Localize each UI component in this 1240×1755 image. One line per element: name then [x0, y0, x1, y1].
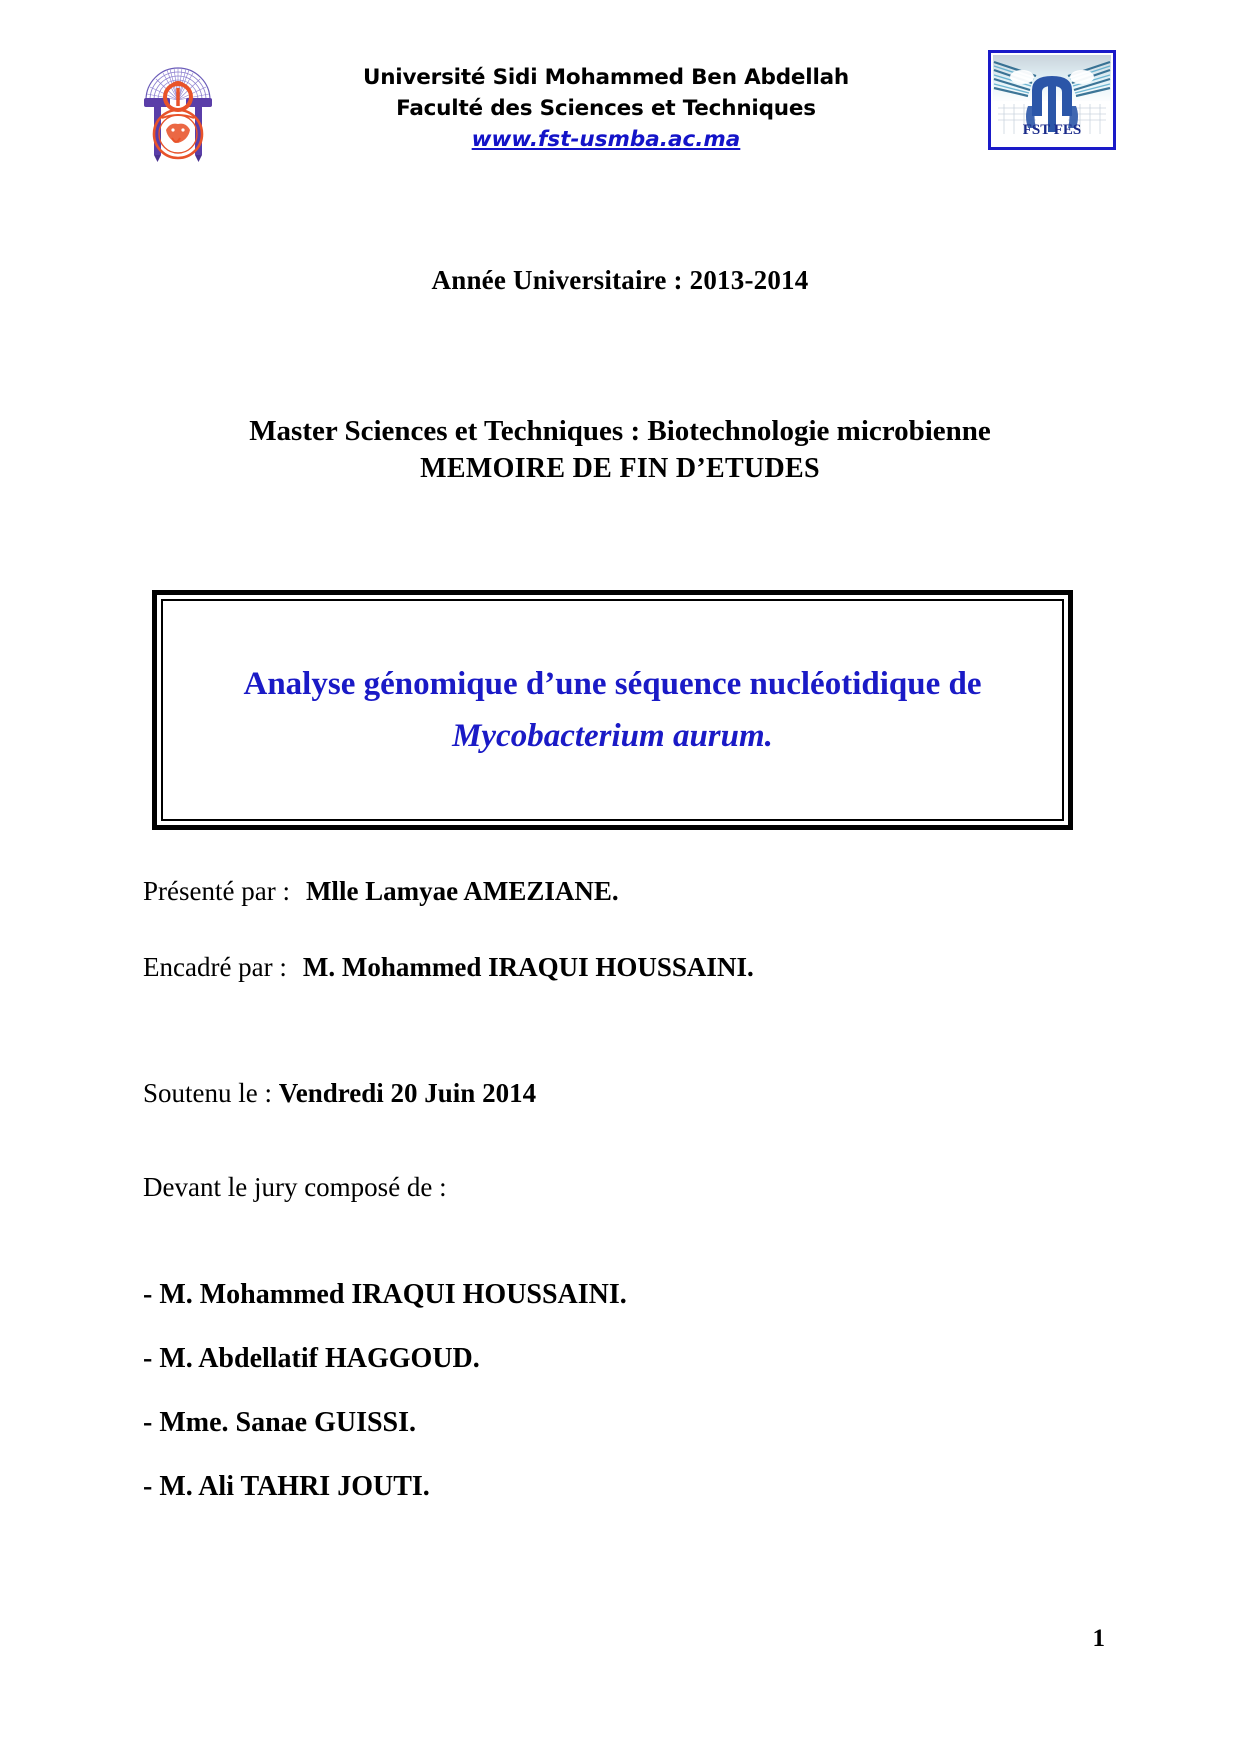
usmba-university-seal-logo: [132, 44, 224, 162]
defense-date-row: [143, 1076, 536, 1110]
jury-member: - Mme. Sanae GUISSI.: [143, 1407, 417, 1438]
jury-list: [143, 1278, 1043, 1534]
page-number: 1: [1092, 1625, 1105, 1652]
defense-date-label: Soutenu le :: [143, 1078, 279, 1108]
academic-year: Année Universitaire : 2013-2014: [431, 265, 809, 295]
thesis-title-line1: Analyse génomique d’une séquence nucléotidique de: [243, 666, 982, 702]
fst-fes-logo: [988, 50, 1116, 150]
fst-fes-logo-caption: FST FES: [1022, 122, 1082, 138]
presented-by-label: Présenté par :: [143, 876, 290, 906]
jury-member: - M. Ali TAHRI JOUTI.: [143, 1471, 430, 1502]
supervised-by-label: Encadré par :: [143, 952, 287, 982]
thesis-title-box: [152, 590, 1073, 830]
faculty-website-link[interactable]: www.fst-usmba.ac.ma: [471, 127, 741, 152]
program-name: Master Sciences et Techniques : Biotechnologie microbienne: [249, 415, 991, 447]
defense-date-value: Vendredi 20 Juin 2014: [278, 1078, 537, 1108]
presented-by-row: [143, 874, 1093, 908]
credits-block: [143, 874, 1093, 1026]
page-header: [0, 44, 1240, 174]
presented-by-value: Mlle Lamyae AMEZIANE.: [305, 876, 619, 906]
thesis-title-box-inner: [161, 599, 1064, 821]
supervised-by-value: M. Mohammed IRAQUI HOUSSAINI.: [302, 952, 754, 982]
supervised-by-row: [143, 950, 1093, 984]
jury-intro: Devant le jury composé de :: [143, 1172, 447, 1202]
faculty-name-line: Faculté des Sciences et Techniques: [396, 96, 816, 121]
jury-member: - M. Mohammed IRAQUI HOUSSAINI.: [143, 1279, 627, 1310]
header-institution-text: [224, 44, 988, 155]
university-name-line: Université Sidi Mohammed Ben Abdellah: [362, 65, 850, 90]
jury-member: - M. Abdellatif HAGGOUD.: [143, 1343, 480, 1374]
document-type: MEMOIRE DE FIN D’ETUDES: [420, 453, 820, 484]
program-block: [0, 412, 1240, 488]
thesis-title-line2: Mycobacterium aurum.: [452, 718, 773, 754]
